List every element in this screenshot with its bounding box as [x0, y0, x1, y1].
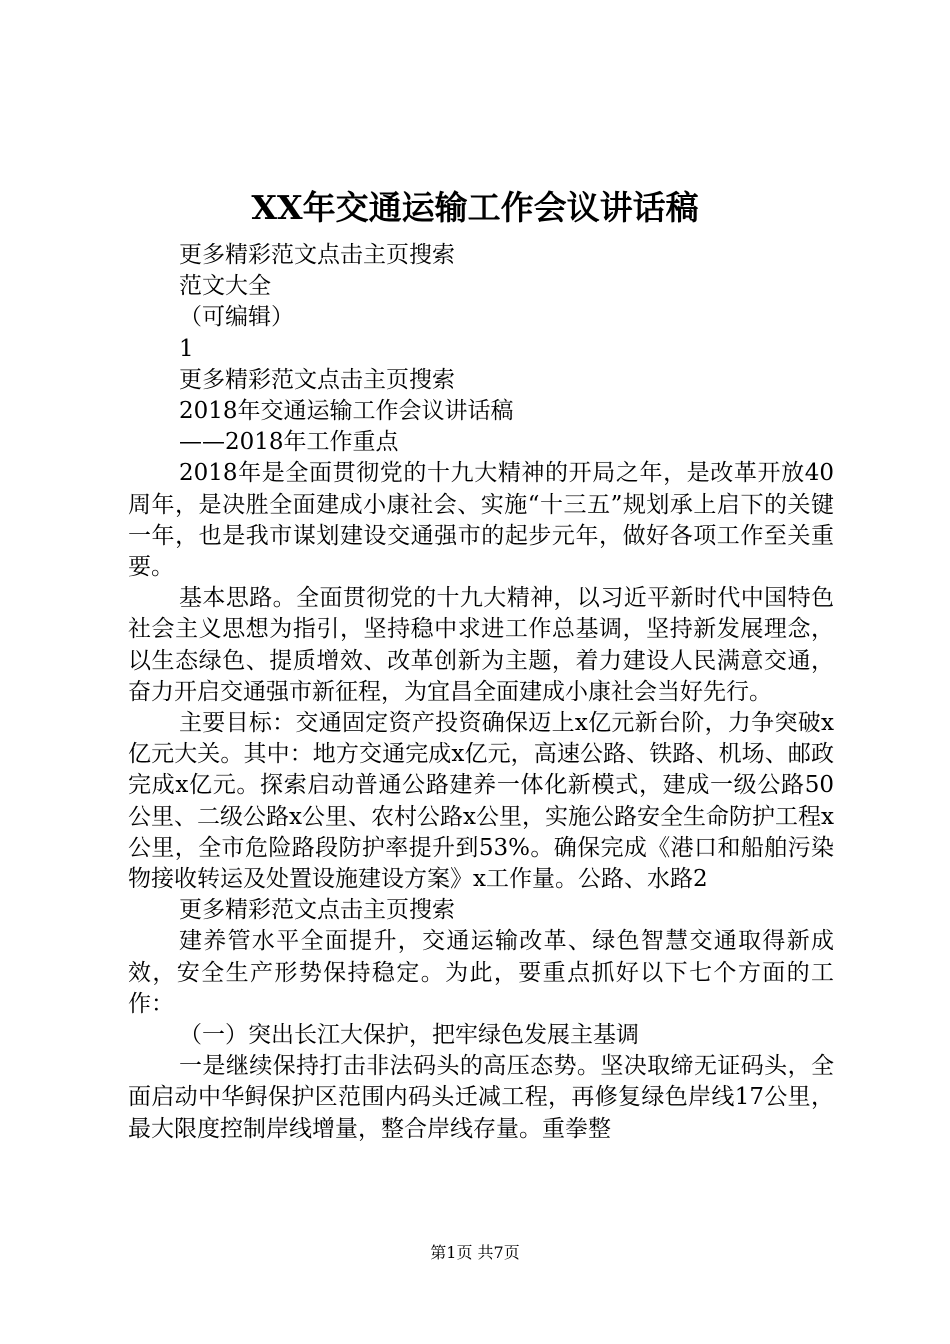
section-heading: （一）突出长江大保护，把牢绿色发展主基调 — [179, 1022, 639, 1049]
paragraph-basic-ideas: 基本思路。全面贯彻党的十九大精神，以习近平新时代中国特色社会主义思想为指引，坚持稳中求进工作总基调，坚持新发展理念，以生态绿色、提质增效、改革创新为主题，着力建设人民满意交通，奋力开启交通强市新征程，为宜昌全面建成小康社会当好先行。 — [128, 585, 834, 705]
page-number-line: 1 — [179, 335, 194, 362]
doc-subtitle: 2018年交通运输工作会议讲话稿 — [179, 398, 514, 425]
page-title: XX年交通运输工作会议讲话稿 — [251, 188, 699, 227]
paragraph-illegal-docks: 一是继续保持打击非法码头的高压态势。坚决取缔无证码头，全面启动中华鲟保护区范围内码头迁减工程，再修复绿色岸线17公里，最大限度控制岸线增量，整合岸线存量。重拳整 — [128, 1053, 834, 1142]
promo-line: 更多精彩范文点击主页搜索 — [179, 897, 455, 924]
promo-line: 更多精彩范文点击主页搜索 — [179, 242, 455, 268]
promo-line: 更多精彩范文点击主页搜索 — [179, 366, 455, 393]
editable-note: （可编辑） — [179, 304, 294, 331]
paragraph-main-goals: 主要目标：交通固定资产投资确保迈上x亿元新台阶，力争突破x亿元大关。其中：地方交通完成x亿元，高速公路、铁路、机场、邮政完成x亿元。探索启动普通公路建养一体化新模式，建成一级公路50公里、二级公路x公里、农村公路x公里，实施公路安全生命防护工程x公里，全市危险路段防护率提升到53%。确保完成《港口和船舶污染物接收转运及处置设施建设方案》x工作量。公路、水路2 — [128, 710, 834, 893]
paragraph-work-areas: 建养管水平全面提升，交通运输改革、绿色智慧交通取得新成效，安全生产形势保持稳定。为此，要重点抓好以下七个方面的工作： — [128, 928, 834, 1017]
page-footer: 第1页 共7页 — [430, 1243, 520, 1262]
paragraph-intro: 2018年是全面贯彻党的十九大精神的开局之年，是改革开放40周年，是决胜全面建成小康社会、实施“十三五”规划承上启下的关键一年，也是我市谋划建设交通强市的起步元年，做好各项工作至关重要。 — [128, 460, 834, 581]
category-line: 范文大全 — [179, 273, 271, 300]
document-body — [128, 240, 834, 1145]
doc-subheading: ——2018年工作重点 — [179, 429, 399, 456]
